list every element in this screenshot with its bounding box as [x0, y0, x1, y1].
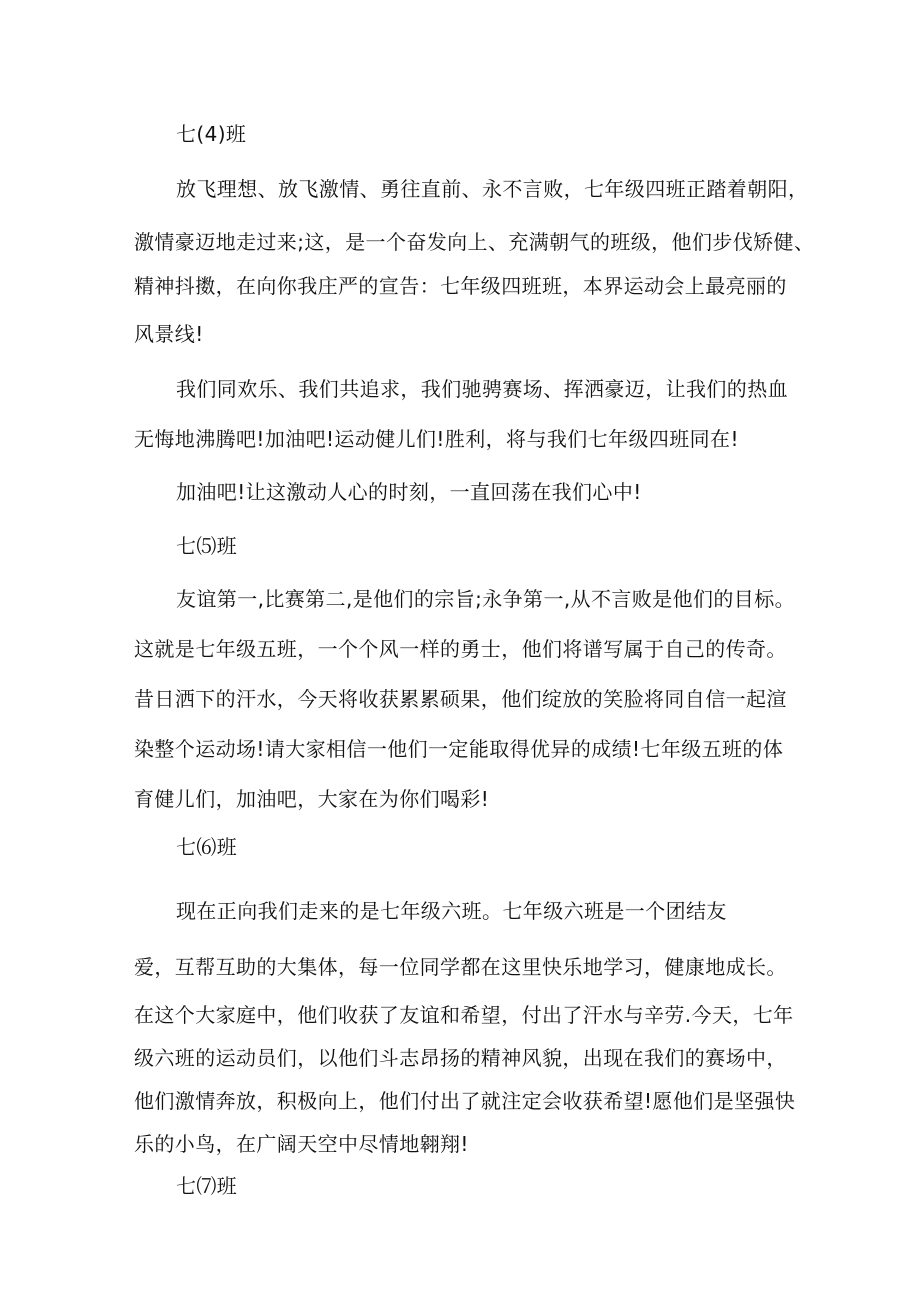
paragraph-line: 无悔地沸腾吧!加油吧!运动健儿们!胜利，将与我们七年级四班同在! [134, 427, 739, 451]
paragraph-line: 放飞理想、放飞激情、勇往直前、永不言败，七年级四班正踏着朝阳， [176, 177, 809, 201]
paragraph-line: 加油吧!让这激动人心的时刻，一直回荡在我们心中! [176, 480, 642, 504]
paragraph-line: 染整个运动场!请大家相信一他们一定能取得优异的成绩!七年级五班的体 [134, 737, 784, 761]
paragraph-line: 在这个大家庭中，他们收获了友谊和希望，付出了汗水与辛劳.今天，七年 [134, 1003, 794, 1027]
paragraph-line: 昔日洒下的汗水，今天将收获累累硕果，他们绽放的笑脸将同自信一起渲 [134, 687, 787, 711]
section-heading-7-6: 七⑹班 [176, 835, 238, 859]
section-heading-7-7: 七⑺班 [176, 1174, 238, 1198]
paragraph-line: 爱，互帮互助的大集体，每一位同学都在这里快乐地学习，健康地成长。 [134, 955, 787, 979]
paragraph-line: 友谊第一,比赛第二,是他们的宗旨;永争第一,从不言败是他们的目标。 [176, 587, 796, 611]
paragraph-line: 精神抖擞，在向你我庄严的宣告：七年级四班班，本界运动会上最亮丽的 [134, 274, 787, 298]
paragraph-line: 育健儿们，加油吧，大家在为你们喝彩! [134, 787, 490, 811]
paragraph-line: 级六班的运动员们，以他们斗志昂扬的精神风貌，出现在我们的赛场中， [134, 1046, 787, 1070]
paragraph-line: 乐的小鸟，在广阔天空中尽情地翱翔! [134, 1132, 469, 1156]
paragraph-line: 激情豪迈地走过来;这，是一个奋发向上、充满朝气的班级，他们步伐矫健、 [134, 230, 815, 254]
paragraph-line: 现在正向我们走来的是七年级六班。七年级六班是一个团结友 [176, 899, 727, 923]
paragraph-line: 我们同欢乐、我们共追求，我们驰骋赛场、挥洒豪迈，让我们的热血 [176, 377, 788, 401]
paragraph-line: 这就是七年级五班，一个个风一样的勇士，他们将谱写属于自己的传奇。 [134, 637, 787, 661]
section-heading-7-4: 七(4)班 [176, 122, 247, 146]
paragraph-line: 他们激情奔放，积极向上，他们付出了就注定会收获希望!愿他们是坚强快 [134, 1089, 796, 1113]
paragraph-line: 风景线! [134, 322, 204, 346]
section-heading-7-5: 七⑸班 [176, 534, 238, 558]
